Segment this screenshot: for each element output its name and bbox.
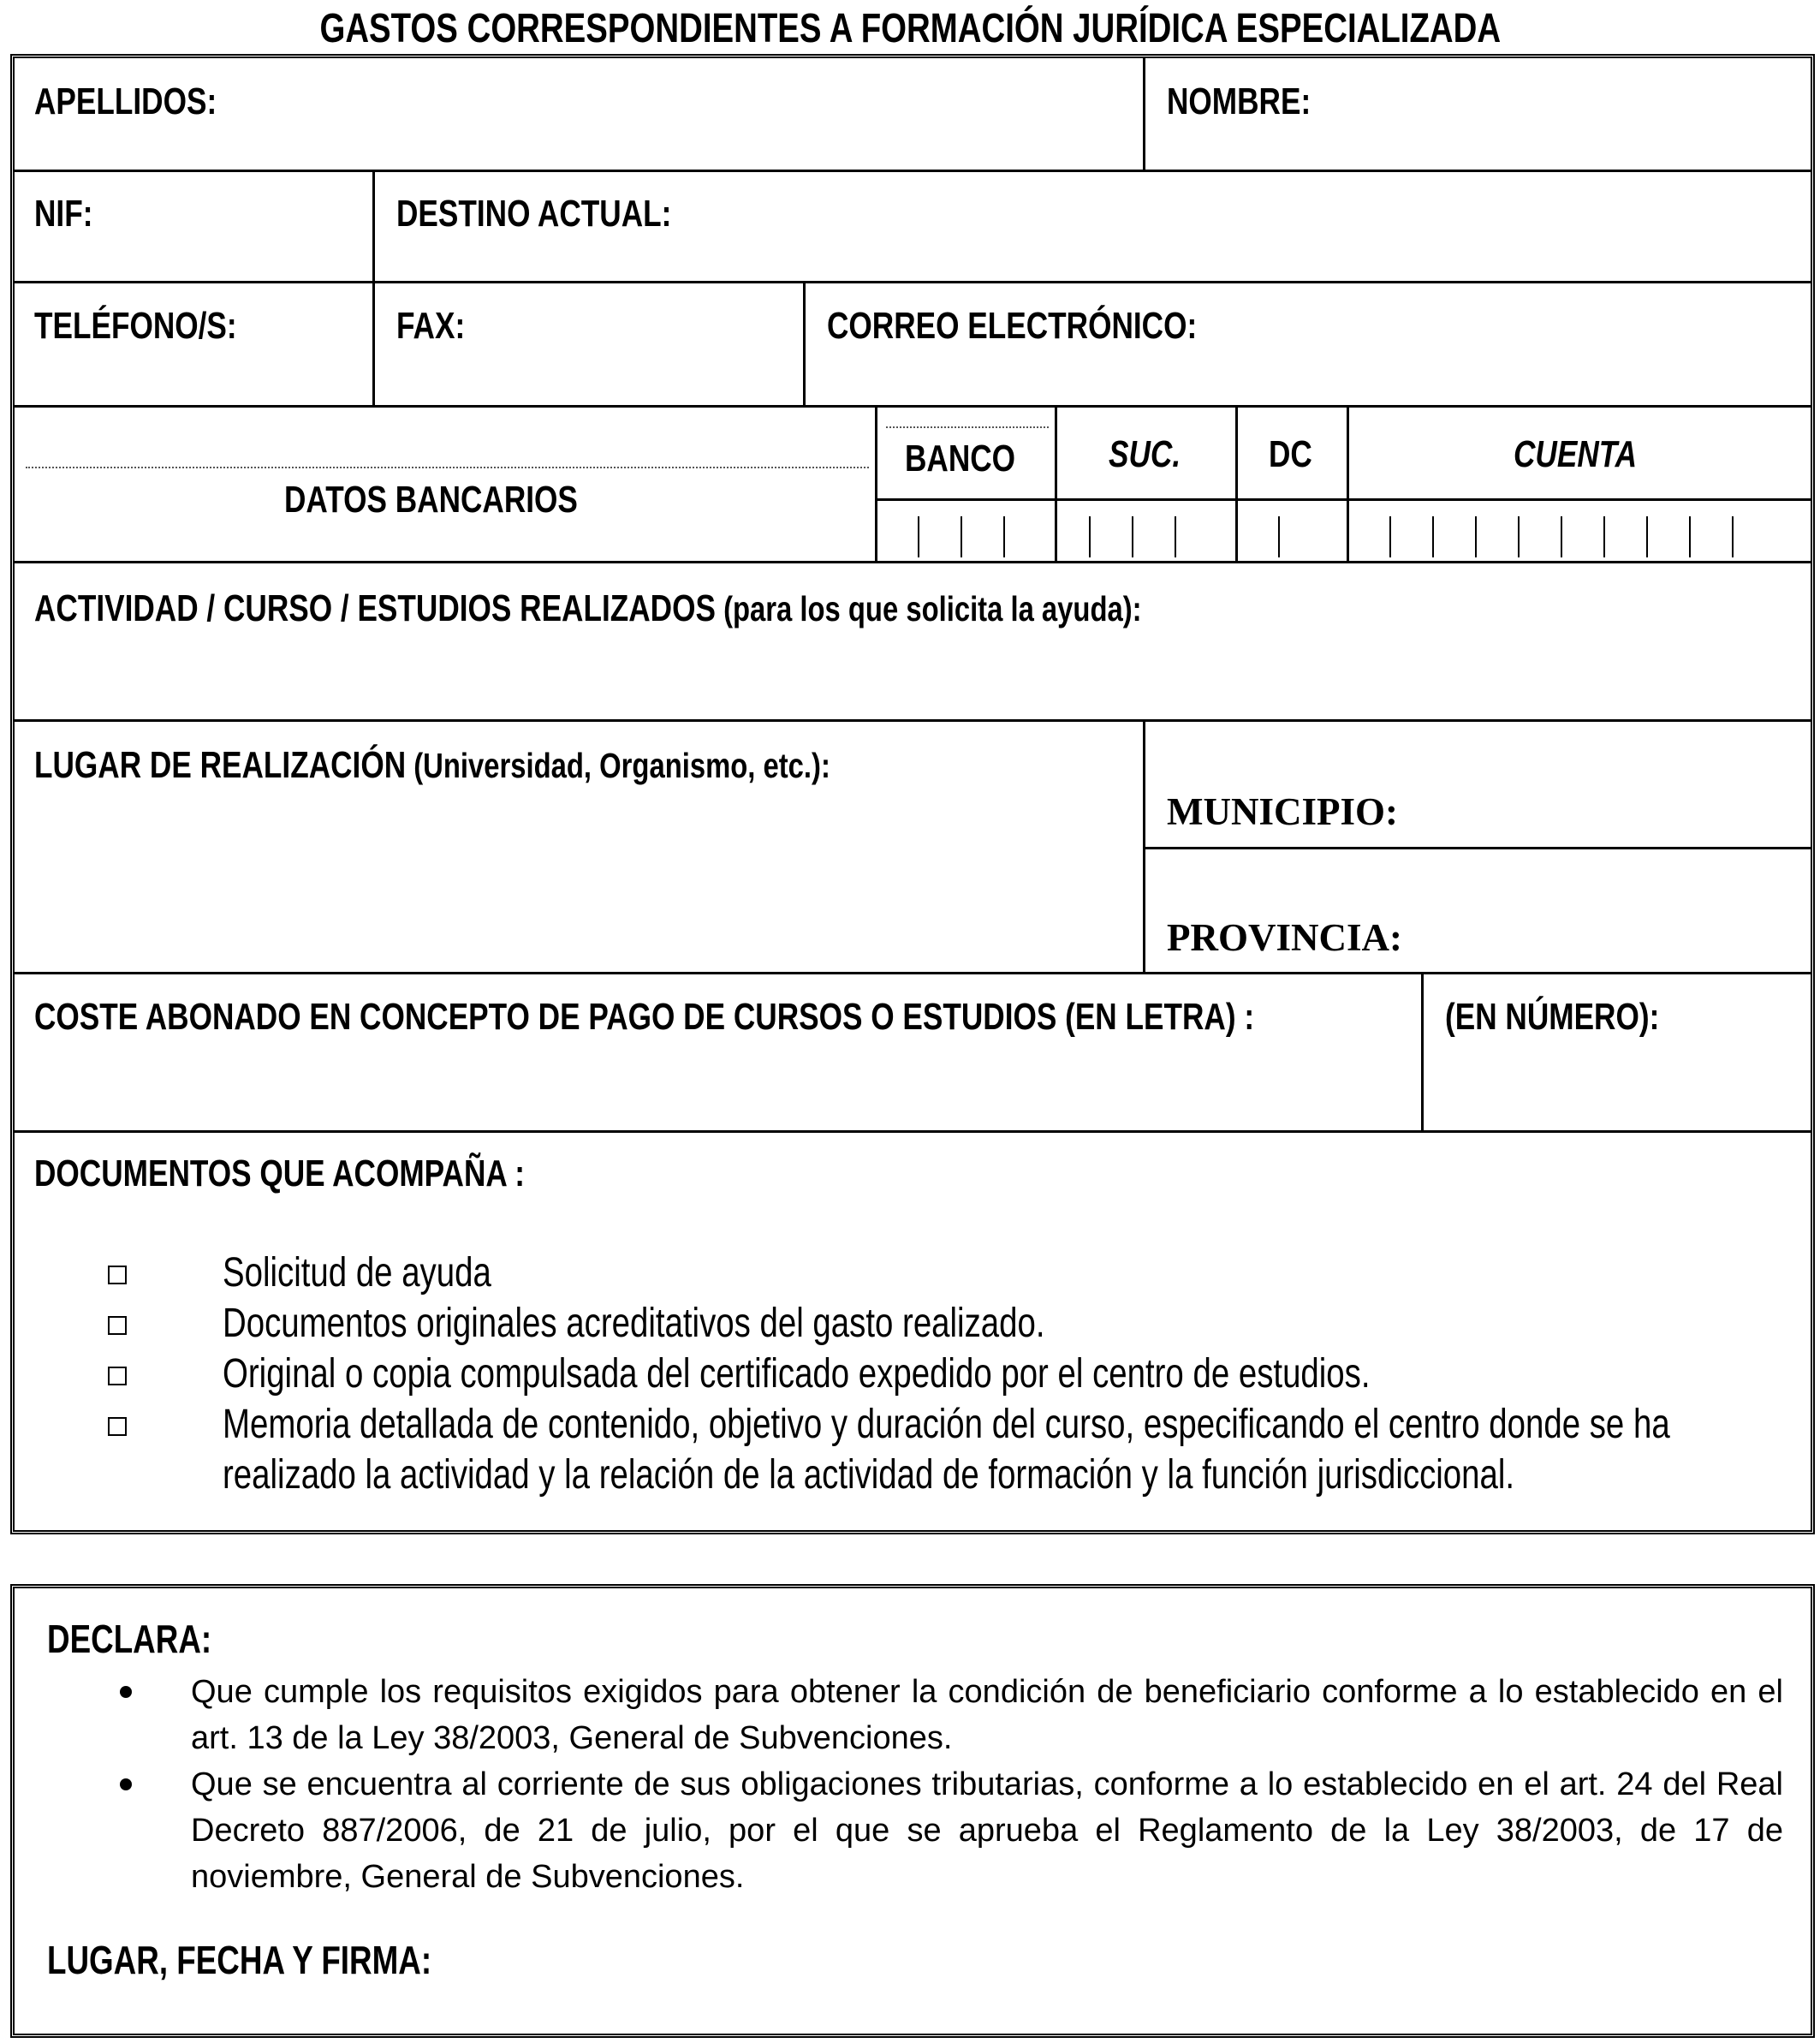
- municipio-label: MUNICIPIO:: [1167, 790, 1398, 833]
- form-title: GASTOS CORRESPONDIENTES A FORMACIÓN JURÍDICA ESPECIALIZADA: [319, 6, 1501, 51]
- correo-label: CORREO ELECTRÓNICO:: [827, 305, 1198, 347]
- documentos-label: DOCUMENTOS QUE ACOMPAÑA :: [34, 1153, 525, 1194]
- doc-item-certificado: Original o copia compulsada del certificado expedido por el centro de estudios.: [223, 1351, 1371, 1397]
- coste-letra-label: COSTE ABONADO EN CONCEPTO DE PAGO DE CURSOS O ESTUDIOS (EN LETRA) :: [34, 996, 1255, 1038]
- cuenta-label: CUENTA: [1514, 433, 1638, 475]
- declara-bullet-1: [120, 1686, 132, 1698]
- declara-label: DECLARA:: [47, 1617, 212, 1661]
- sucursal-label: SUC.: [1109, 433, 1181, 475]
- doc-checkbox-solicitud[interactable]: [108, 1266, 127, 1284]
- doc-item-solicitud: Solicitud de ayuda: [223, 1250, 491, 1295]
- doc-item-originales: Documentos originales acreditativos del gasto realizado.: [223, 1301, 1045, 1346]
- declara-bullet-2: [120, 1778, 132, 1790]
- fax-label: FAX:: [396, 305, 466, 347]
- coste-numero-label: (EN NÚMERO):: [1445, 996, 1660, 1038]
- doc-item-memoria: Memoria detallada de contenido, objetivo y duración del curso, especificando el centro donde se ha: [223, 1402, 1670, 1447]
- doc-checkbox-originales[interactable]: [108, 1316, 127, 1335]
- doc-item-memoria-cont: realizado la actividad y la relación de la actividad de formación y la función jurisdiccional.: [223, 1452, 1515, 1498]
- datos-bancarios-label: DATOS BANCARIOS: [284, 479, 578, 521]
- lugar-realizacion-label: LUGAR DE REALIZACIÓN (Universidad, Organismo, etc.):: [34, 744, 830, 786]
- nombre-label: NOMBRE:: [1167, 80, 1311, 122]
- doc-checkbox-certificado[interactable]: [108, 1367, 127, 1385]
- apellidos-label: APELLIDOS:: [34, 80, 217, 122]
- nif-label: NIF:: [34, 193, 93, 235]
- declara-item-2: Que se encuentra al corriente de sus obligaciones tributarias, conforme a lo establecido en el art. 24 del Real Decreto 887/2006, de 21 de julio, por el que se aprueba el Reglamento de la Ley 38/2003, de 17 de noviembre, General de Subvenciones.: [191, 1766, 1783, 1895]
- banco-label: BANCO: [905, 438, 1016, 479]
- declara-item-1: Que cumple los requisitos exigidos para obtener la condición de beneficiario conforme a lo establecido en el art. 13 de la Ley 38/2003, General de Subvenciones.: [191, 1674, 1783, 1756]
- actividad-label: ACTIVIDAD / CURSO / ESTUDIOS REALIZADOS (para los que solicita la ayuda):: [34, 587, 1142, 629]
- firma-label: LUGAR, FECHA Y FIRMA:: [47, 1938, 432, 1982]
- dc-label: DC: [1269, 433, 1312, 475]
- destino-label: DESTINO ACTUAL:: [396, 193, 672, 235]
- provincia-label: PROVINCIA:: [1167, 916, 1402, 959]
- telefono-label: TELÉFONO/S:: [34, 305, 237, 347]
- doc-checkbox-memoria[interactable]: [108, 1417, 127, 1436]
